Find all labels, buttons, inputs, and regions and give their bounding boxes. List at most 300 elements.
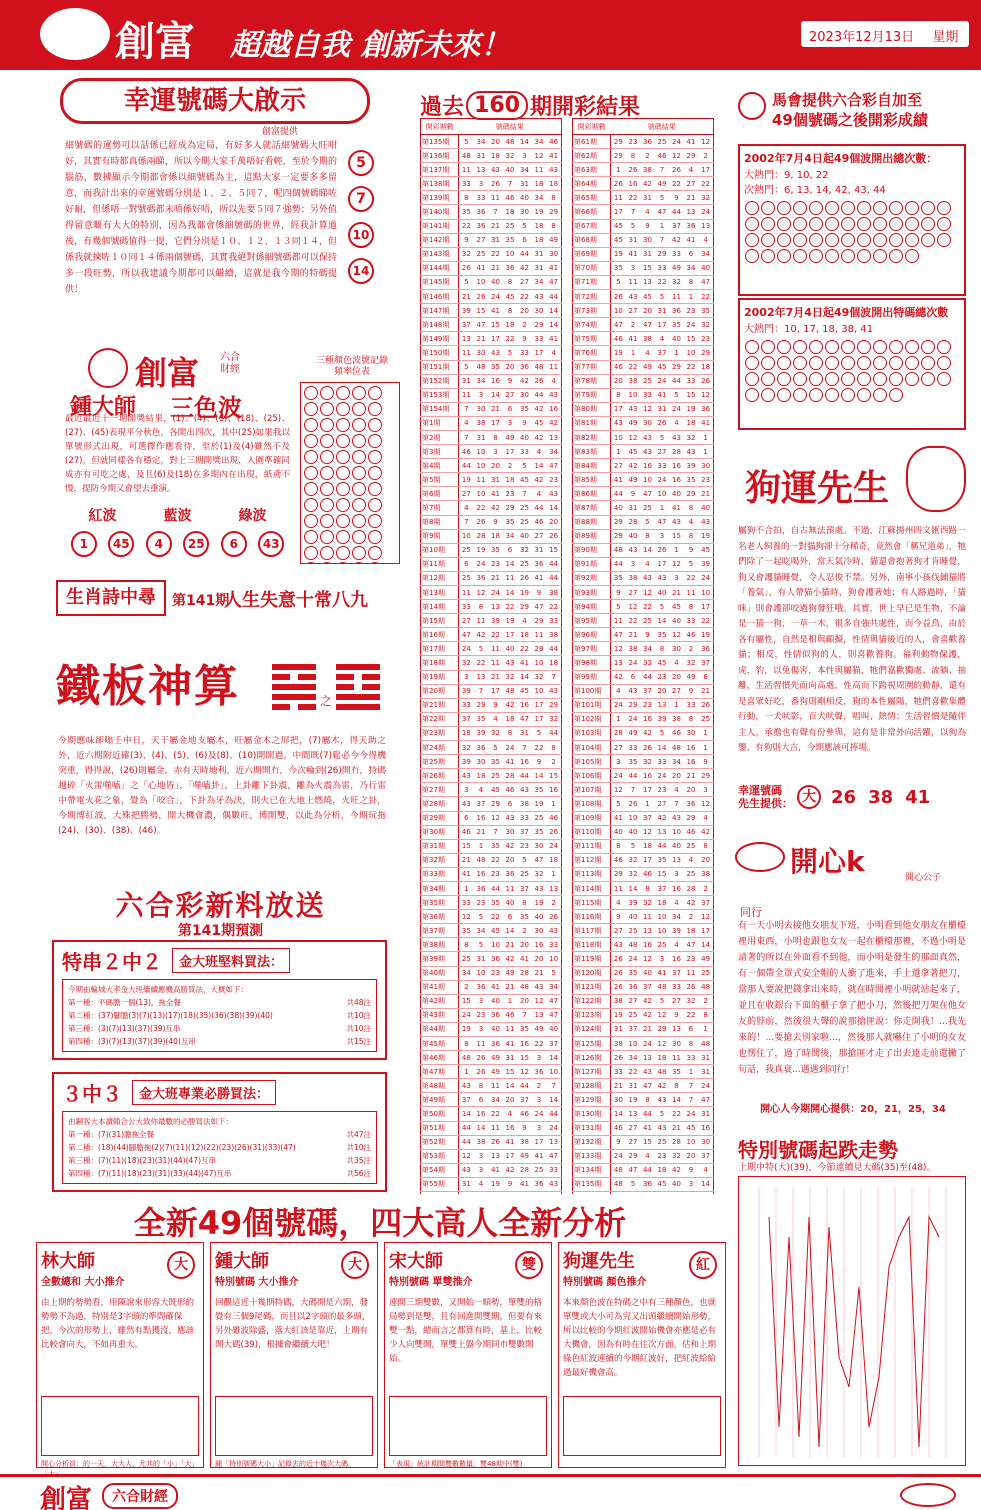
result-row [421, 853, 562, 867]
result-number: 14 [626, 881, 641, 895]
result-period: 第37期 [421, 924, 459, 938]
result-period: 第73期 [573, 304, 611, 318]
result-number: 3 [669, 867, 684, 881]
result-period: 第16期 [421, 628, 459, 642]
result-number: 29 [611, 867, 626, 881]
result-period: 第116期 [573, 910, 611, 924]
result-number: 4 [669, 416, 684, 430]
result-number: 38 [626, 374, 641, 388]
result-number: 36 [474, 741, 489, 755]
result-number: 5 [488, 741, 503, 755]
result-number: 40 [611, 501, 626, 515]
analysis-card-badge: 大 [341, 1251, 369, 1279]
color-frequency-grid [300, 382, 400, 564]
ball-icon [857, 388, 871, 402]
result-number: 31 [611, 1022, 626, 1036]
result-number: 42 [655, 811, 670, 825]
result-number: 2 [626, 318, 641, 332]
result-number: 8 [503, 304, 518, 318]
result-number: 2 [684, 910, 699, 924]
result-number: 32 [503, 149, 518, 163]
result-number: 14 [611, 1107, 626, 1121]
result-number: 10 [546, 1065, 561, 1079]
result-number: 8 [546, 191, 561, 205]
result-number: 7 [626, 205, 641, 219]
dog-footer-label2: 先生提供： [738, 797, 793, 810]
result-number: 20 [517, 994, 532, 1008]
ball-icon [857, 340, 871, 354]
result-number: 32 [698, 191, 713, 205]
result-number: 2 [698, 149, 713, 163]
result-number: 44 [546, 726, 561, 740]
ball-icon [841, 249, 855, 263]
result-number: 15 [546, 543, 561, 557]
result-number: 5 [459, 360, 474, 374]
ball-icon [745, 201, 759, 215]
result-number: 15 [655, 867, 670, 881]
result-number: 27 [655, 445, 670, 459]
result-number: 25 [655, 1135, 670, 1149]
lucky-number: 5 [348, 150, 374, 176]
result-number: 31 [532, 543, 547, 557]
ball-icon [304, 482, 318, 496]
ball-icon [336, 402, 350, 416]
result-number: 1 [459, 881, 474, 895]
result-number: 45 [655, 656, 670, 670]
result-number: 17 [488, 332, 503, 346]
result-number: 13 [640, 1051, 655, 1065]
result-number: 18 [684, 924, 699, 938]
box1-head: 特串２中２ [62, 950, 162, 974]
result-number: 47 [611, 318, 626, 332]
result-period: 第83期 [573, 445, 611, 459]
result-number: 8 [640, 881, 655, 895]
result-number: 8 [626, 149, 641, 163]
result-number: 5 [655, 600, 670, 614]
result-number: 40 [546, 1022, 561, 1036]
result-number: 25 [517, 867, 532, 881]
result-period: 第25期 [421, 755, 459, 769]
result-number: 35 [503, 233, 518, 247]
ball-icon [921, 201, 935, 215]
result-number: 39 [669, 924, 684, 938]
result-row [421, 656, 562, 670]
result-number: 17 [532, 1135, 547, 1149]
result-row [573, 698, 714, 712]
result-number: 44 [546, 557, 561, 571]
ball-icon [777, 388, 791, 402]
result-number: 34 [698, 247, 713, 261]
result-period: 第41期 [421, 980, 459, 994]
result-number: 19 [532, 896, 547, 910]
result-number: 22 [640, 600, 655, 614]
result-row [573, 839, 714, 853]
result-number: 26 [546, 910, 561, 924]
result-number: 18 [459, 726, 474, 740]
ball-icon [368, 450, 382, 464]
result-number [488, 1192, 503, 1194]
box1-tag: 金大班堅料買法： [172, 948, 290, 973]
result-number: 42 [517, 374, 532, 388]
result-number: 28 [517, 966, 532, 980]
trend-line [769, 1217, 939, 1447]
analysis-card-badge: 雙 [515, 1251, 543, 1279]
result-number: 46 [640, 867, 655, 881]
result-number: 25 [488, 769, 503, 783]
result-number: 6 [698, 670, 713, 684]
result-period: 第46期 [421, 1051, 459, 1065]
result-number: 3 [459, 670, 474, 684]
result-number: 3 [517, 149, 532, 163]
analysis-card-sub: 特別號碼 單雙推介 [389, 1277, 473, 1288]
result-period: 第130期 [573, 1107, 611, 1121]
result-number: 12 [611, 642, 626, 656]
result-number: 47 [655, 515, 670, 529]
result-number: 20 [503, 853, 518, 867]
ball-icon [304, 562, 318, 564]
analysis-card-table [215, 1396, 373, 1456]
result-number: 3 [532, 1051, 547, 1065]
result-number: 46 [459, 445, 474, 459]
results-title-pre: 過去 [420, 95, 465, 120]
result-number: 49 [488, 1065, 503, 1079]
result-number: 10 [488, 938, 503, 952]
result-period: 第62期 [573, 149, 611, 163]
analysis-card-name: 狗運先生 [563, 1251, 635, 1272]
result-number: 40 [626, 529, 641, 543]
ball-icon [745, 249, 759, 263]
result-number: 12 [669, 557, 684, 571]
result-number: 21 [698, 684, 713, 698]
result-number: 9 [517, 1121, 532, 1135]
result-number: 13 [474, 670, 489, 684]
result-number: 41 [611, 811, 626, 825]
result-number: 25 [503, 219, 518, 233]
result-number: 31 [459, 374, 474, 388]
result-number: 30 [474, 755, 489, 769]
ball-icon [761, 233, 775, 247]
ball-icon [873, 201, 887, 215]
result-period: 第18期 [421, 656, 459, 670]
result-row [421, 881, 562, 895]
dog-title: 狗運先生 [745, 467, 890, 509]
result-number: 24 [626, 952, 641, 966]
result-number: 2 [459, 980, 474, 994]
result-number: 21 [459, 290, 474, 304]
result-number: 24 [611, 698, 626, 712]
combo-value: (3)(7)(13)(37)(39)互串 [98, 1024, 181, 1033]
result-number: 2 [640, 149, 655, 163]
result-period: 第78期 [573, 374, 611, 388]
result-row [573, 1079, 714, 1093]
result-row [573, 261, 714, 275]
ball-icon [304, 434, 318, 448]
results-table-right [572, 118, 714, 1194]
result-number: 8 [488, 430, 503, 444]
result-number: 30 [503, 825, 518, 839]
result-number: 43 [488, 163, 503, 177]
compass-icon [738, 92, 766, 120]
result-number: 29 [611, 135, 626, 149]
ball-icon [368, 514, 382, 528]
result-number: 18 [698, 360, 713, 374]
result-number: 39 [626, 896, 641, 910]
result-number: 17 [611, 402, 626, 416]
result-number: 36 [532, 1065, 547, 1079]
result-number: 12 [626, 430, 641, 444]
combo-count: 共47注 [346, 1130, 371, 1139]
result-row [573, 924, 714, 938]
result-row [573, 233, 714, 247]
result-number: 22 [626, 614, 641, 628]
result-number: 29 [503, 501, 518, 515]
result-number: 41 [640, 1121, 655, 1135]
result-number: 46 [655, 149, 670, 163]
result-number: 42 [669, 1163, 684, 1177]
result-row [421, 388, 562, 402]
result-number: 4 [517, 614, 532, 628]
result-number: 16 [517, 755, 532, 769]
result-number: 22 [626, 191, 641, 205]
result-period: 第12期 [421, 571, 459, 585]
box2-tag: 金大班專業必勝買法： [132, 1080, 276, 1105]
result-number: 42 [503, 952, 518, 966]
result-number: 33 [459, 600, 474, 614]
result-number [669, 1192, 684, 1194]
result-number: 24 [669, 402, 684, 416]
horse-title [772, 90, 928, 130]
result-number: 11 [488, 656, 503, 670]
ball-icon [777, 201, 791, 215]
col-nums: 號碼結果 [459, 119, 562, 135]
result-number: 21 [474, 332, 489, 346]
result-number: 16 [669, 952, 684, 966]
result-number: 1 [698, 445, 713, 459]
result-row [573, 219, 714, 233]
result-number: 12 [640, 402, 655, 416]
result-number: 26 [474, 290, 489, 304]
result-number: 31 [488, 233, 503, 247]
result-number: 36 [503, 867, 518, 881]
result-period: 第14期 [421, 600, 459, 614]
result-number: 17 [698, 600, 713, 614]
result-number: 46 [503, 783, 518, 797]
ball-icon [745, 372, 759, 386]
result-number: 11 [611, 881, 626, 895]
result-number: 42 [611, 670, 626, 684]
result-number: 43 [669, 811, 684, 825]
ball-icon [320, 530, 334, 544]
result-number: 26 [698, 374, 713, 388]
result-number: 11 [474, 1037, 489, 1051]
result-number: 16 [669, 459, 684, 473]
result-number: 8 [546, 219, 561, 233]
result-number: 1 [698, 430, 713, 444]
result-period: 第15期 [421, 614, 459, 628]
result-number: 40 [640, 966, 655, 980]
result-number: 37 [459, 1093, 474, 1107]
result-period: 第102期 [573, 712, 611, 726]
ball-icon [793, 340, 807, 354]
result-period: 第61期 [573, 135, 611, 149]
result-number: 30 [517, 388, 532, 402]
result-number: 37 [640, 684, 655, 698]
result-number: 4 [640, 1149, 655, 1163]
result-number: 46 [546, 135, 561, 149]
ball-icon [336, 450, 350, 464]
result-number: 22 [488, 853, 503, 867]
result-number: 3 [488, 445, 503, 459]
grid-title: 三種顏色波號記錄頻率位表 [315, 356, 388, 377]
result-number: 47 [546, 275, 561, 289]
result-number: 37 [698, 1149, 713, 1163]
result-number: 29 [669, 360, 684, 374]
result-number: 24 [503, 741, 518, 755]
result-period: 第48期 [421, 1079, 459, 1093]
result-number: 3 [459, 783, 474, 797]
result-period: 第27期 [421, 783, 459, 797]
result-number: 23 [655, 783, 670, 797]
result-number: 31 [640, 191, 655, 205]
result-number: 24 [532, 1107, 547, 1121]
result-number: 47 [640, 318, 655, 332]
box2-head: ３中３ [62, 1082, 122, 1106]
result-number: 21 [474, 825, 489, 839]
result-number: 27 [626, 304, 641, 318]
result-number: 27 [626, 586, 641, 600]
result-period: 第89期 [573, 529, 611, 543]
analysis-card-badge: 大 [167, 1251, 195, 1279]
result-number: 27 [611, 924, 626, 938]
result-number: 48 [669, 741, 684, 755]
result-number: 48 [626, 938, 641, 952]
result-number: 21 [488, 402, 503, 416]
result-row [573, 318, 714, 332]
result-number: 41 [546, 149, 561, 163]
result-number: 12 [698, 797, 713, 811]
result-number: 37 [698, 896, 713, 910]
result-number: 37 [698, 656, 713, 670]
result-row [421, 219, 562, 233]
result-number: 24 [655, 374, 670, 388]
ball-icon [905, 340, 919, 354]
result-period: 第94期 [573, 600, 611, 614]
result-number: 11 [503, 571, 518, 585]
result-number: 49 [669, 261, 684, 275]
result-number: 22 [669, 177, 684, 191]
result-number: 35 [532, 825, 547, 839]
result-number: 24 [698, 205, 713, 219]
result-number: 5 [546, 966, 561, 980]
result-number: 28 [684, 881, 699, 895]
result-number: 16 [669, 881, 684, 895]
result-number: 22 [684, 360, 699, 374]
dog-footer [738, 782, 966, 812]
result-number: 18 [546, 656, 561, 670]
result-number: 29 [684, 149, 699, 163]
result-period: 第92期 [573, 571, 611, 585]
ball-icon [320, 418, 334, 432]
result-row [573, 1022, 714, 1036]
result-number: 37 [459, 712, 474, 726]
result-number: 9 [517, 416, 532, 430]
result-number [503, 1192, 518, 1194]
result-number: 48 [503, 684, 518, 698]
ball-icon [857, 356, 871, 370]
result-number: 17 [655, 318, 670, 332]
result-number: 28 [517, 1163, 532, 1177]
result-number: 3 [532, 1121, 547, 1135]
result-number: 49 [532, 1022, 547, 1036]
result-number: 11 [474, 614, 489, 628]
result-number: 47 [611, 628, 626, 642]
ball-icon [857, 233, 871, 247]
wave-ball: 4 [146, 531, 172, 557]
result-number: 11 [459, 388, 474, 402]
result-row [573, 360, 714, 374]
result-number: 6 [503, 543, 518, 557]
result-number: 7 [517, 487, 532, 501]
result-row [573, 304, 714, 318]
result-number: 25 [640, 501, 655, 515]
result-period: 第123期 [573, 1008, 611, 1022]
result-number: 34 [474, 924, 489, 938]
result-number: 1 [459, 1065, 474, 1079]
result-period: 第52期 [421, 1135, 459, 1149]
result-row [421, 1121, 562, 1135]
result-number: 1 [503, 994, 518, 1008]
result-number: 38 [626, 571, 641, 585]
result-row [421, 600, 562, 614]
result-row [421, 501, 562, 515]
analysis-card-table [41, 1396, 199, 1456]
result-period: 第51期 [421, 1121, 459, 1135]
ball-icon [352, 562, 366, 564]
result-number: 32 [669, 275, 684, 289]
result-row [421, 1093, 562, 1107]
result-number: 31 [474, 149, 489, 163]
ball-icon [841, 340, 855, 354]
result-period: 第154期 [421, 402, 459, 416]
result-number: 48 [611, 1177, 626, 1191]
result-period: 第33期 [421, 867, 459, 881]
result-number: 47 [684, 938, 699, 952]
result-period: 第88期 [573, 515, 611, 529]
analysis-card-body: 連開三期雙數，又開始一順勢，單雙的格局勢到是雙，且有回進開雙期，但要有來雙一點，總而言之都算有時，基上，比較少人向雙開，單雙上盤今期同市雙數開始。 [389, 1298, 543, 1364]
result-number: 1 [669, 346, 684, 360]
result-number: 21 [626, 628, 641, 642]
ball-icon [336, 546, 350, 560]
result-row [421, 910, 562, 924]
result-number: 27 [655, 797, 670, 811]
result-number: 46 [503, 191, 518, 205]
result-number: 33 [546, 1163, 561, 1177]
result-number: 5 [517, 459, 532, 473]
result-number: 11 [546, 360, 561, 374]
result-period: 第101期 [573, 698, 611, 712]
result-number: 37 [669, 219, 684, 233]
result-number: 1 [611, 445, 626, 459]
result-number: 25 [655, 135, 670, 149]
result-number: 23 [684, 952, 699, 966]
result-number: 14 [474, 1121, 489, 1135]
horse-box-1 [738, 144, 966, 296]
combo-label: 第二種： [68, 1011, 98, 1020]
result-number: 11 [684, 586, 699, 600]
ball-icon [841, 388, 855, 402]
result-number: 18 [640, 839, 655, 853]
result-number: 41 [517, 1177, 532, 1191]
